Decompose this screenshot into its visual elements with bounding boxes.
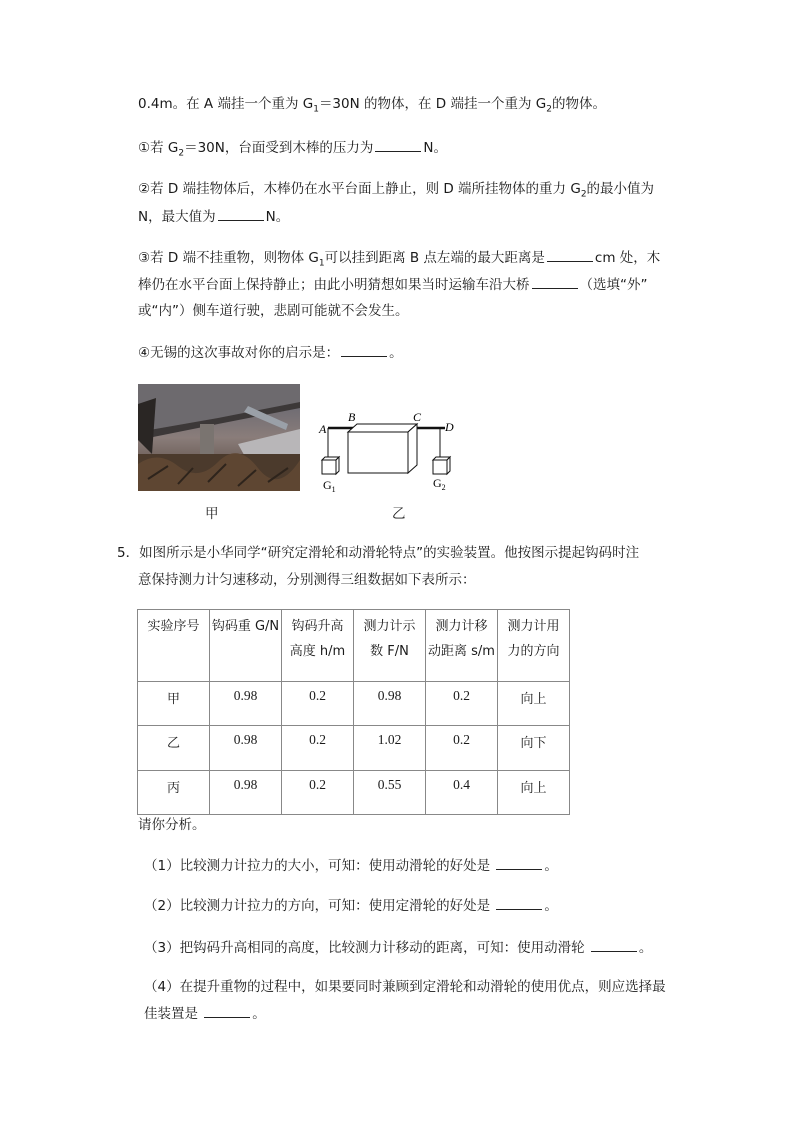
answer-blank[interactable] (204, 1003, 250, 1018)
q5-sub4-line2: 佳装置是 。 (144, 1003, 266, 1024)
label-g2: $G_2$ (433, 476, 446, 492)
table-cell: 0.2 (282, 771, 354, 815)
table-cell: 向下 (498, 726, 570, 771)
table-cell: 甲 (138, 682, 210, 726)
figure-caption-left: 甲 (205, 506, 219, 522)
answer-blank[interactable] (591, 937, 637, 952)
table-cell: 向上 (498, 682, 570, 726)
label-b: B (348, 410, 356, 424)
table-cell: 乙 (138, 726, 210, 771)
weight-g1 (322, 460, 336, 474)
lever-diagram (315, 405, 465, 495)
table-cell: 1.02 (354, 726, 426, 771)
table-header-row (138, 610, 570, 682)
label-g1: $G_1$ (323, 478, 336, 494)
table-row (138, 682, 570, 726)
q5-sub2: （2）比较测力计拉力的方向，可知：使用定滑轮的好处是 。 (144, 895, 558, 916)
table-block-front (348, 432, 408, 473)
table-cell: 0.4 (426, 771, 498, 815)
table-cell: 丙 (138, 771, 210, 815)
photo-illustration (138, 384, 300, 491)
label-d: D (445, 420, 454, 434)
table-cell: 0.2 (426, 682, 498, 726)
header-cell: 测力计示 数 F/N (354, 610, 426, 682)
q5-analysis-prompt: 请你分析。 (138, 817, 206, 833)
q5-stem-line2: 意保持测力计匀速移动，分别测得三组数据如下表所示： (138, 572, 476, 588)
table-cell: 0.2 (282, 726, 354, 771)
bridge-accident-photo (138, 384, 300, 491)
answer-blank[interactable] (547, 247, 593, 262)
table-cell: 向上 (498, 771, 570, 815)
q4-part2-line2: N，最大值为 N。 (138, 206, 289, 227)
answer-blank[interactable] (218, 206, 264, 221)
answer-blank[interactable] (496, 855, 542, 870)
q5-sub3: （3）把钩码升高相同的高度，比较测力计移动的距离，可知：使用动滑轮 。 (144, 937, 652, 958)
table-row (138, 771, 570, 815)
table-cell: 0.2 (282, 682, 354, 726)
table-block-top (348, 424, 417, 432)
table-block-side (408, 424, 417, 473)
label-a: A (319, 422, 327, 436)
q4-part2: ②若 D 端挂物体后，木棒仍在水平台面上静止，则 D 端所挂物体的重力 $G_2$的最小值为 (138, 181, 655, 200)
header-cell: 测力计移 动距离 s/m (426, 610, 498, 682)
header-cell: 实验序号 (138, 610, 210, 682)
q4-part1: ①若 $G_2=30N$，台面受到木棒的压力为 N。 (138, 137, 447, 164)
q4-part3-line3: 或“内”）侧车道行驶，悲剧可能就不会发生。 (138, 303, 409, 319)
q5-stem-line1: 5．如图所示是小华同学“研究定滑轮和动滑轮特点”的实验装置。他按图示提起钩码时注 (117, 545, 640, 561)
answer-blank[interactable] (341, 342, 387, 357)
answer-blank[interactable] (375, 137, 421, 152)
label-c: C (413, 410, 422, 424)
q4-part3: ③若 D 端不挂重物，则物体 $G_1$可以挂到距离 B 点左端的最大距离是 cm 处，木 (138, 247, 660, 274)
q5-sub1: （1）比较测力计拉力的大小，可知：使用动滑轮的好处是 。 (144, 855, 558, 876)
header-cell: 钩码升高 高度 h/m (282, 610, 354, 682)
table-cell: 0.2 (426, 726, 498, 771)
answer-blank[interactable] (496, 895, 542, 910)
header-cell: 钩码重 G/N (210, 610, 282, 682)
table-cell: 0.98 (354, 682, 426, 726)
q4-part4: ④无锡的这次事故对你的启示是： 。 (138, 342, 403, 363)
weight-g2 (433, 460, 447, 474)
answer-blank[interactable] (532, 274, 578, 289)
table-cell: 0.98 (210, 771, 282, 815)
table-row (138, 726, 570, 771)
weight-g1-side (336, 457, 339, 474)
q5-sub4: （4）在提升重物的过程中，如果要同时兼顾到定滑轮和动滑轮的使用优点，则应选择最 (144, 979, 666, 995)
header-cell: 测力计用 力的方向 (498, 610, 570, 682)
q4-part3-line2: 棒仍在水平台面上保持静止；由此小明猜想如果当时运输车沿大桥 （选填“外” (138, 274, 648, 295)
figure-caption-right: 乙 (392, 506, 406, 522)
table-cell: 0.98 (210, 726, 282, 771)
table-cell: 0.98 (210, 682, 282, 726)
experiment-data-table (137, 609, 570, 815)
table-cell: 0.55 (354, 771, 426, 815)
weight-g2-side (447, 457, 450, 474)
q4-intro: 0.4m。在 A 端挂一个重为 $G_1=30N$ 的物体，在 D 端挂一个重为 $G_2$的物体。 (138, 96, 606, 115)
